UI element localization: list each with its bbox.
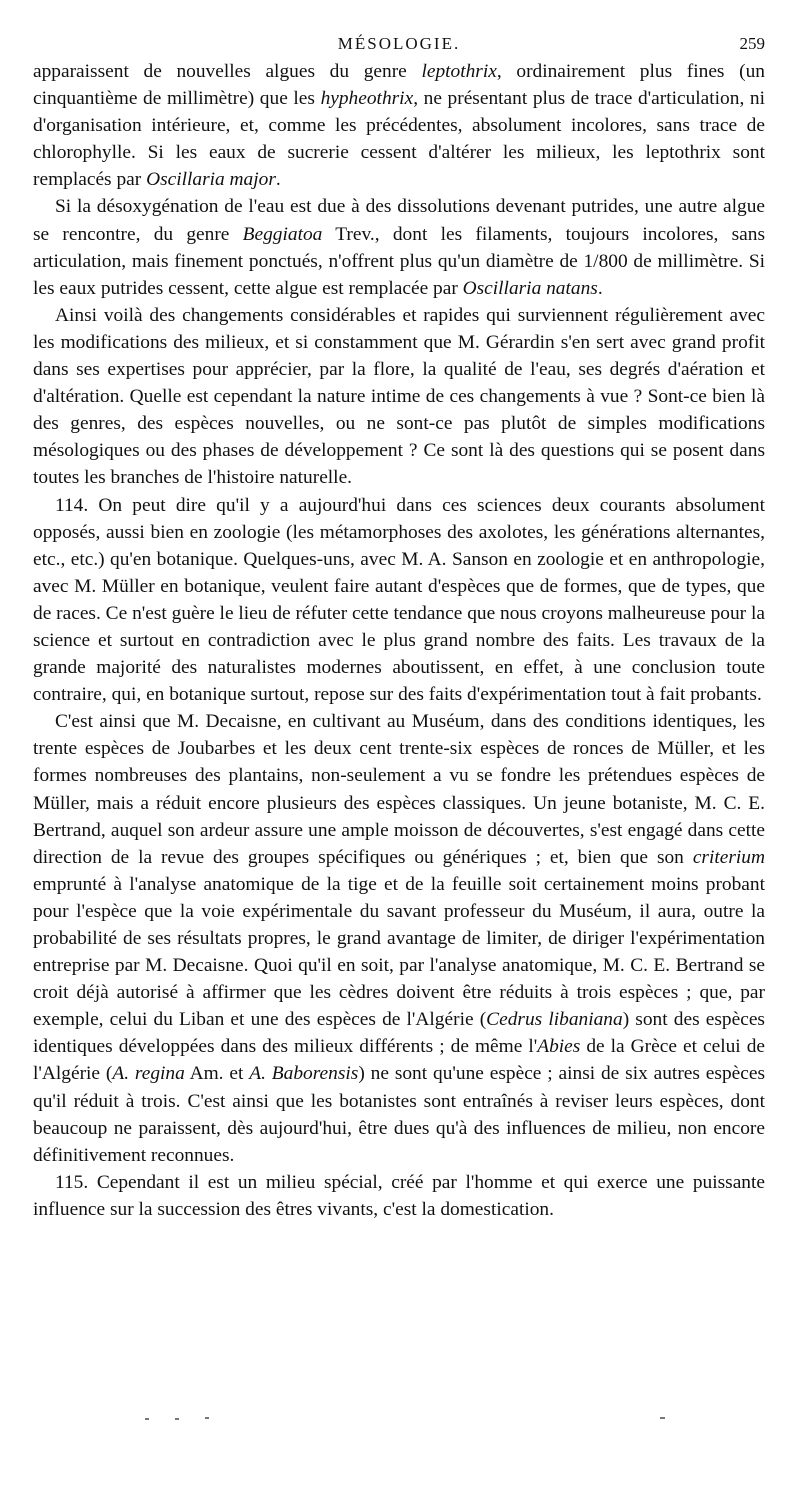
paragraph (33, 302, 765, 492)
paragraph (33, 708, 765, 1169)
scan-speck (175, 1418, 179, 1420)
text-run: Cependant il est un milieu spécial, créé par l'homme et qui exerce une puissante influence sur la succession des êtres vivants, c'est la domestication. (33, 1171, 765, 1220)
page (33, 30, 765, 1223)
scan-speck (660, 1417, 665, 1419)
italic-term: Beggiatoa (242, 223, 323, 245)
italic-term: A. regina (112, 1063, 185, 1085)
paragraph (33, 492, 765, 709)
text-run: C'est ainsi que M. Decaisne, en cultivant au Muséum, dans des conditions identiques, les trente espèces de Joubarbes et les deux cent trente-six espèces de ronces de Müller, et les formes nombreuses des plantains, non-seulement a vu se fondre les prétendues espèces de Müller, mais a réduit encore plusieurs des espèces classiques. Un jeune botaniste, M. C. E. Bertrand, auquel son ardeur assure une ample moisson de découvertes, s'est engagé dans cette direction de la revue des groupes spécifiques ou génériques ; et, bien que son (33, 711, 765, 868)
running-title: MÉSOLOGIE. (337, 34, 461, 53)
text-run: Si la désoxygénation de l'eau est due à des dissolutions devenant putrides, une autre algue se rencontre, du genre (33, 196, 765, 245)
text-run: de la Grèce et celui de l'Algérie ( (33, 1036, 765, 1085)
italic-term: Oscillaria natans (462, 277, 598, 299)
text-run: ) sont des espèces identiques développées dans des milieux différents ; de même l' (33, 1009, 765, 1058)
scan-speck (145, 1418, 149, 1420)
italic-term: hypheothrix (320, 88, 414, 110)
text-run: Am. et (184, 1063, 250, 1085)
italic-term: Cedrus libaniana (486, 1009, 623, 1031)
text-run: Ainsi voilà des changements considérables et rapides qui surviennent régulièrement avec les modifications des milieux, et si constamment que M. Gérardin s'en sert avec grand profit dans ses expertises pour apprécier, par la flore, la qualité de l'eau, ses degrés d'aération et d'altération. Quelle est cependant la nature intime de ces changements à vue ? Sont-ce bien là des genres, des espèces nouvelles, ou ne sont-ce pas plutôt de simples modifications mésologiques ou des phases de développement ? Ce sont là des questions qui se posent dans toutes les branches de l'histoire naturelle. (33, 304, 765, 489)
scan-speck (205, 1417, 209, 1419)
text-run: , ordinairement plus fines (un cinquantième de millimètre) que les (33, 61, 765, 110)
italic-term: leptothrix (421, 61, 497, 82)
text-run: On peut dire qu'il y a aujourd'hui dans ces sciences deux courants absolument opposés, aussi bien en zoologie (les métamorphoses des axolotes, les générations alternantes, etc., etc.) qu'en botanique. Quelques-uns, avec M. A. Sanson en zoologie et en anthropologie, avec M. Müller en botanique, veulent faire autant d'espèces que de formes, que de types, que de races. Ce n'est guère le lieu de réfuter cette tendance que nous croyons malheureuse pour la science et surtout en contradiction avec le plus grand nombre des faits. Les travaux de la grande majorité des naturalistes modernes aboutissent, en effet, à une conclusion toute contraire, qui, en botanique surtout, repose sur des faits d'expérimentation tout à fait probants. (33, 494, 765, 706)
text-run: apparaissent de nouvelles algues du genre (33, 61, 422, 82)
paragraph (33, 193, 765, 301)
paragraph (33, 58, 765, 193)
italic-term: Oscillaria major (146, 169, 276, 191)
text-run: Trev., dont les filaments, toujours incolores, sans articulation, mais finement ponctués, n'offrent plus qu'un diamètre de 1/800 de millimètre. Si les eaux putrides cessent, cette algue est remplacée par (33, 223, 765, 299)
page-number: 259 (739, 34, 765, 53)
italic-term: Abies (537, 1036, 581, 1058)
section-number: 114. (55, 494, 89, 516)
text-run: . (275, 169, 281, 191)
text-run: ) ne sont qu'une espèce ; ainsi de six autres espèces qu'il réduit à trois. C'est ainsi que les botanistes sont entraînés à reviser leurs espèces, dont beaucoup ne paraissent, dès aujourd'hui, être dues qu'à des influences de milieu, non encore définitivement reconnues. (33, 1063, 766, 1166)
paragraph (33, 1169, 765, 1223)
body-text (33, 58, 765, 1223)
italic-term: A. Baborensis (249, 1063, 359, 1085)
text-run: , ne présentant plus de trace d'articulation, ni d'organisation intérieure, et, comme les précédentes, absolument incolores, sans trace de chlorophylle. Si les eaux de sucrerie cessent d'altérer les milieux, les leptothrix sont remplacés par (33, 88, 765, 191)
text-run: emprunté à l'analyse anatomique de la tige et de la feuille soit certainement moins probant pour l'espèce que la voie expérimentale du savant professeur du Muséum, il aura, outre la probabilité de ses résultats propres, le grand avantage de limiter, de diriger l'expérimentation entreprise par M. Decaisne. Quoi qu'il en soit, par l'analyse anatomique, M. C. E. Bertrand se croit déjà autorisé à affirmer que les cèdres doivent être réduits à trois espèces ; que, par exemple, celui du Liban et une des espèces de l'Algérie ( (33, 873, 765, 1031)
section-number: 115. (55, 1171, 89, 1193)
running-header (33, 30, 765, 58)
text-run: . (597, 277, 603, 299)
italic-term: criterium (692, 846, 765, 868)
